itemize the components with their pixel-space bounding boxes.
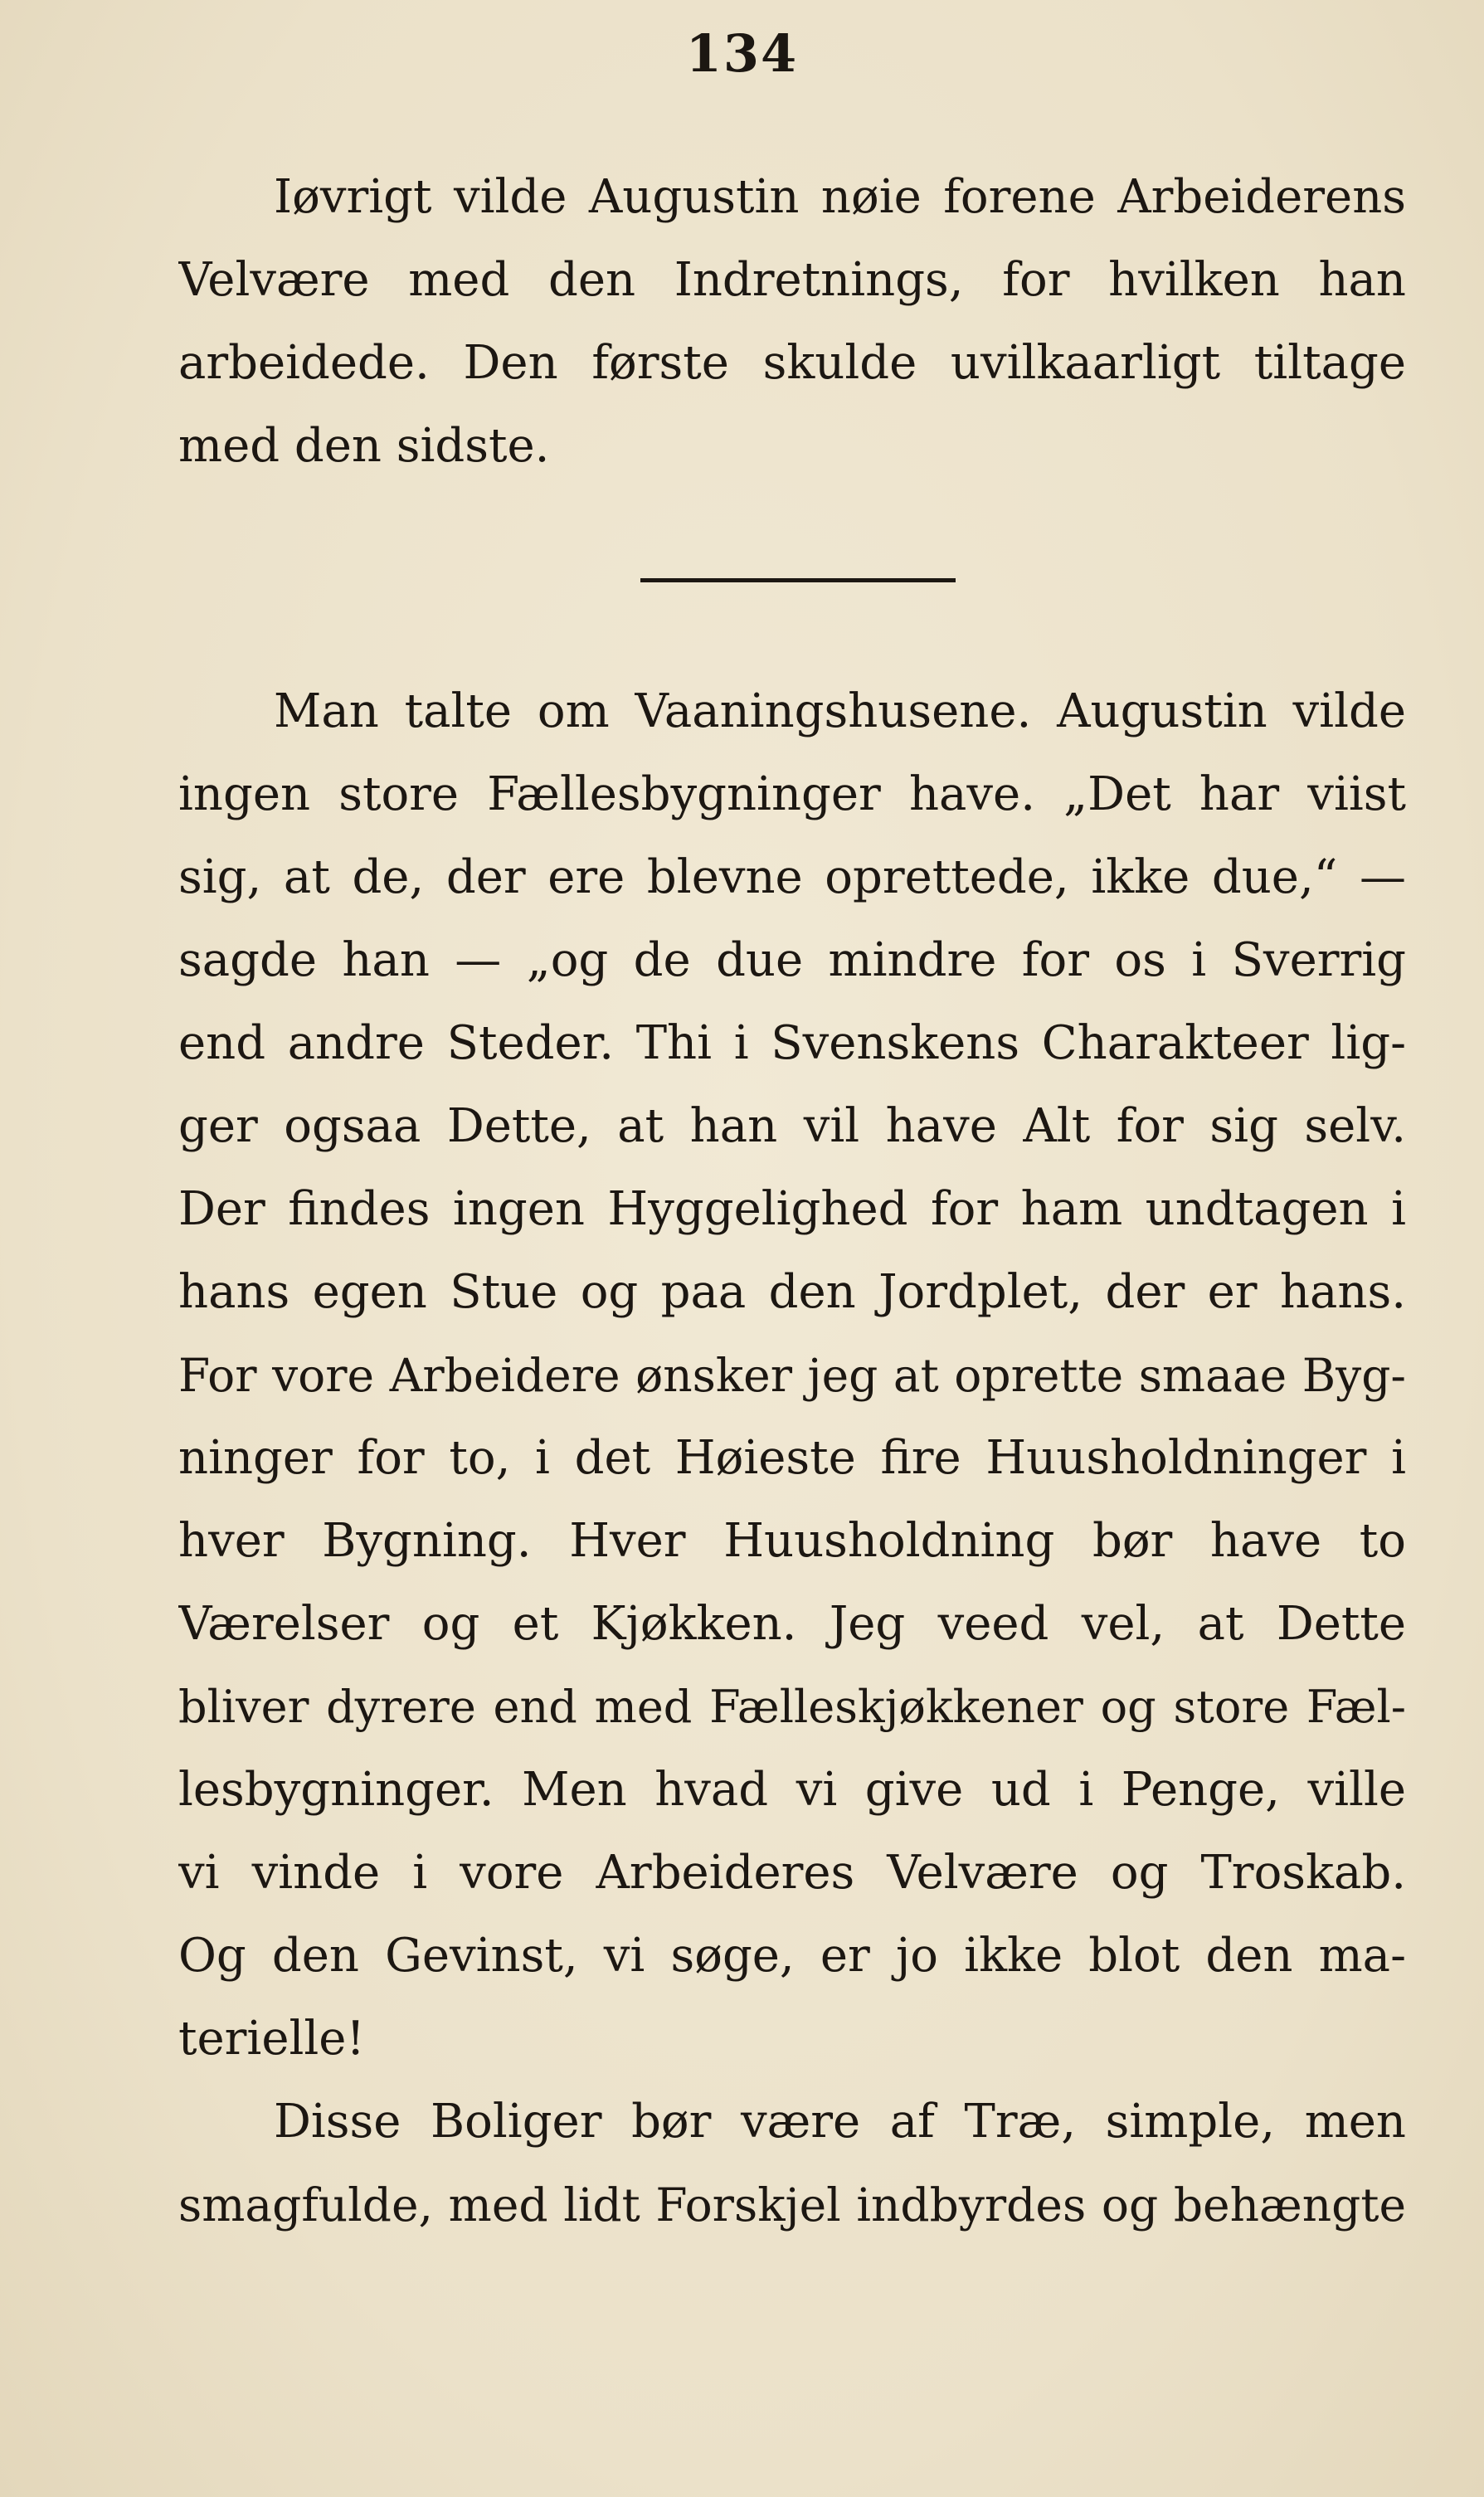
text-line: ingen store Fællesbygninger have. „Det har viist: [178, 767, 1406, 821]
text-line: terielle!: [178, 2012, 365, 2066]
text-line: smagfulde, med lidt Forskjel indbyrdes og behængte: [178, 2178, 1406, 2232]
text-line: Værelser og et Kjøkken. Jeg veed vel, at Dette: [178, 1597, 1406, 1651]
text-line: Velvære med den Indretnings, for hvilken han: [178, 253, 1406, 307]
paragraph-dwelling-houses: [178, 670, 1406, 2246]
text-line: ninger for to, i det Høieste fire Huusholdninger i: [178, 1431, 1406, 1485]
text-line: For vore Arbeidere ønsker jeg at oprette smaae Byg-: [178, 1349, 1406, 1402]
text-line: end andre Steder. Thi i Svenskens Charakteer lig-: [178, 1016, 1406, 1070]
page-number: 134: [685, 23, 799, 84]
text-line: ger ogsaa Dette, at han vil have Alt for sig selv.: [178, 1099, 1406, 1153]
text-line: Disse Boliger bør være af Træ, simple, men: [274, 2095, 1406, 2149]
text-line: Der findes ingen Hyggelighed for ham undtagen i: [178, 1182, 1406, 1236]
text-line: lesbygninger. Men hvad vi give ud i Penge, ville: [178, 1763, 1406, 1817]
text-line: sig, at de, der ere blevne oprettede, ikke due,“ —: [178, 850, 1406, 904]
paragraph-augustin-welfare: [178, 156, 1406, 488]
section-divider: [640, 578, 956, 582]
text-line: Man talte om Vaaningshusene. Augustin vilde: [274, 684, 1406, 738]
text-line: arbeidede. Den første skulde uvilkaarligt tiltage: [178, 336, 1406, 390]
text-line: sagde han — „og de due mindre for os i Sverrig: [178, 933, 1406, 987]
text-line: hver Bygning. Hver Huusholdning bør have to: [178, 1514, 1406, 1568]
text-line: Iøvrigt vilde Augustin nøie forene Arbeiderens: [274, 170, 1406, 224]
text-line: med den sidste.: [178, 419, 550, 473]
text-line: bliver dyrere end med Fælleskjøkkener og store Fæl-: [178, 1681, 1406, 1733]
text-line: vi vinde i vore Arbeideres Velvære og Troskab.: [178, 1846, 1406, 1900]
text-line: Og den Gevinst, vi søge, er jo ikke blot den ma-: [178, 1929, 1406, 1983]
text-line: hans egen Stue og paa den Jordplet, der er hans.: [178, 1265, 1406, 1319]
